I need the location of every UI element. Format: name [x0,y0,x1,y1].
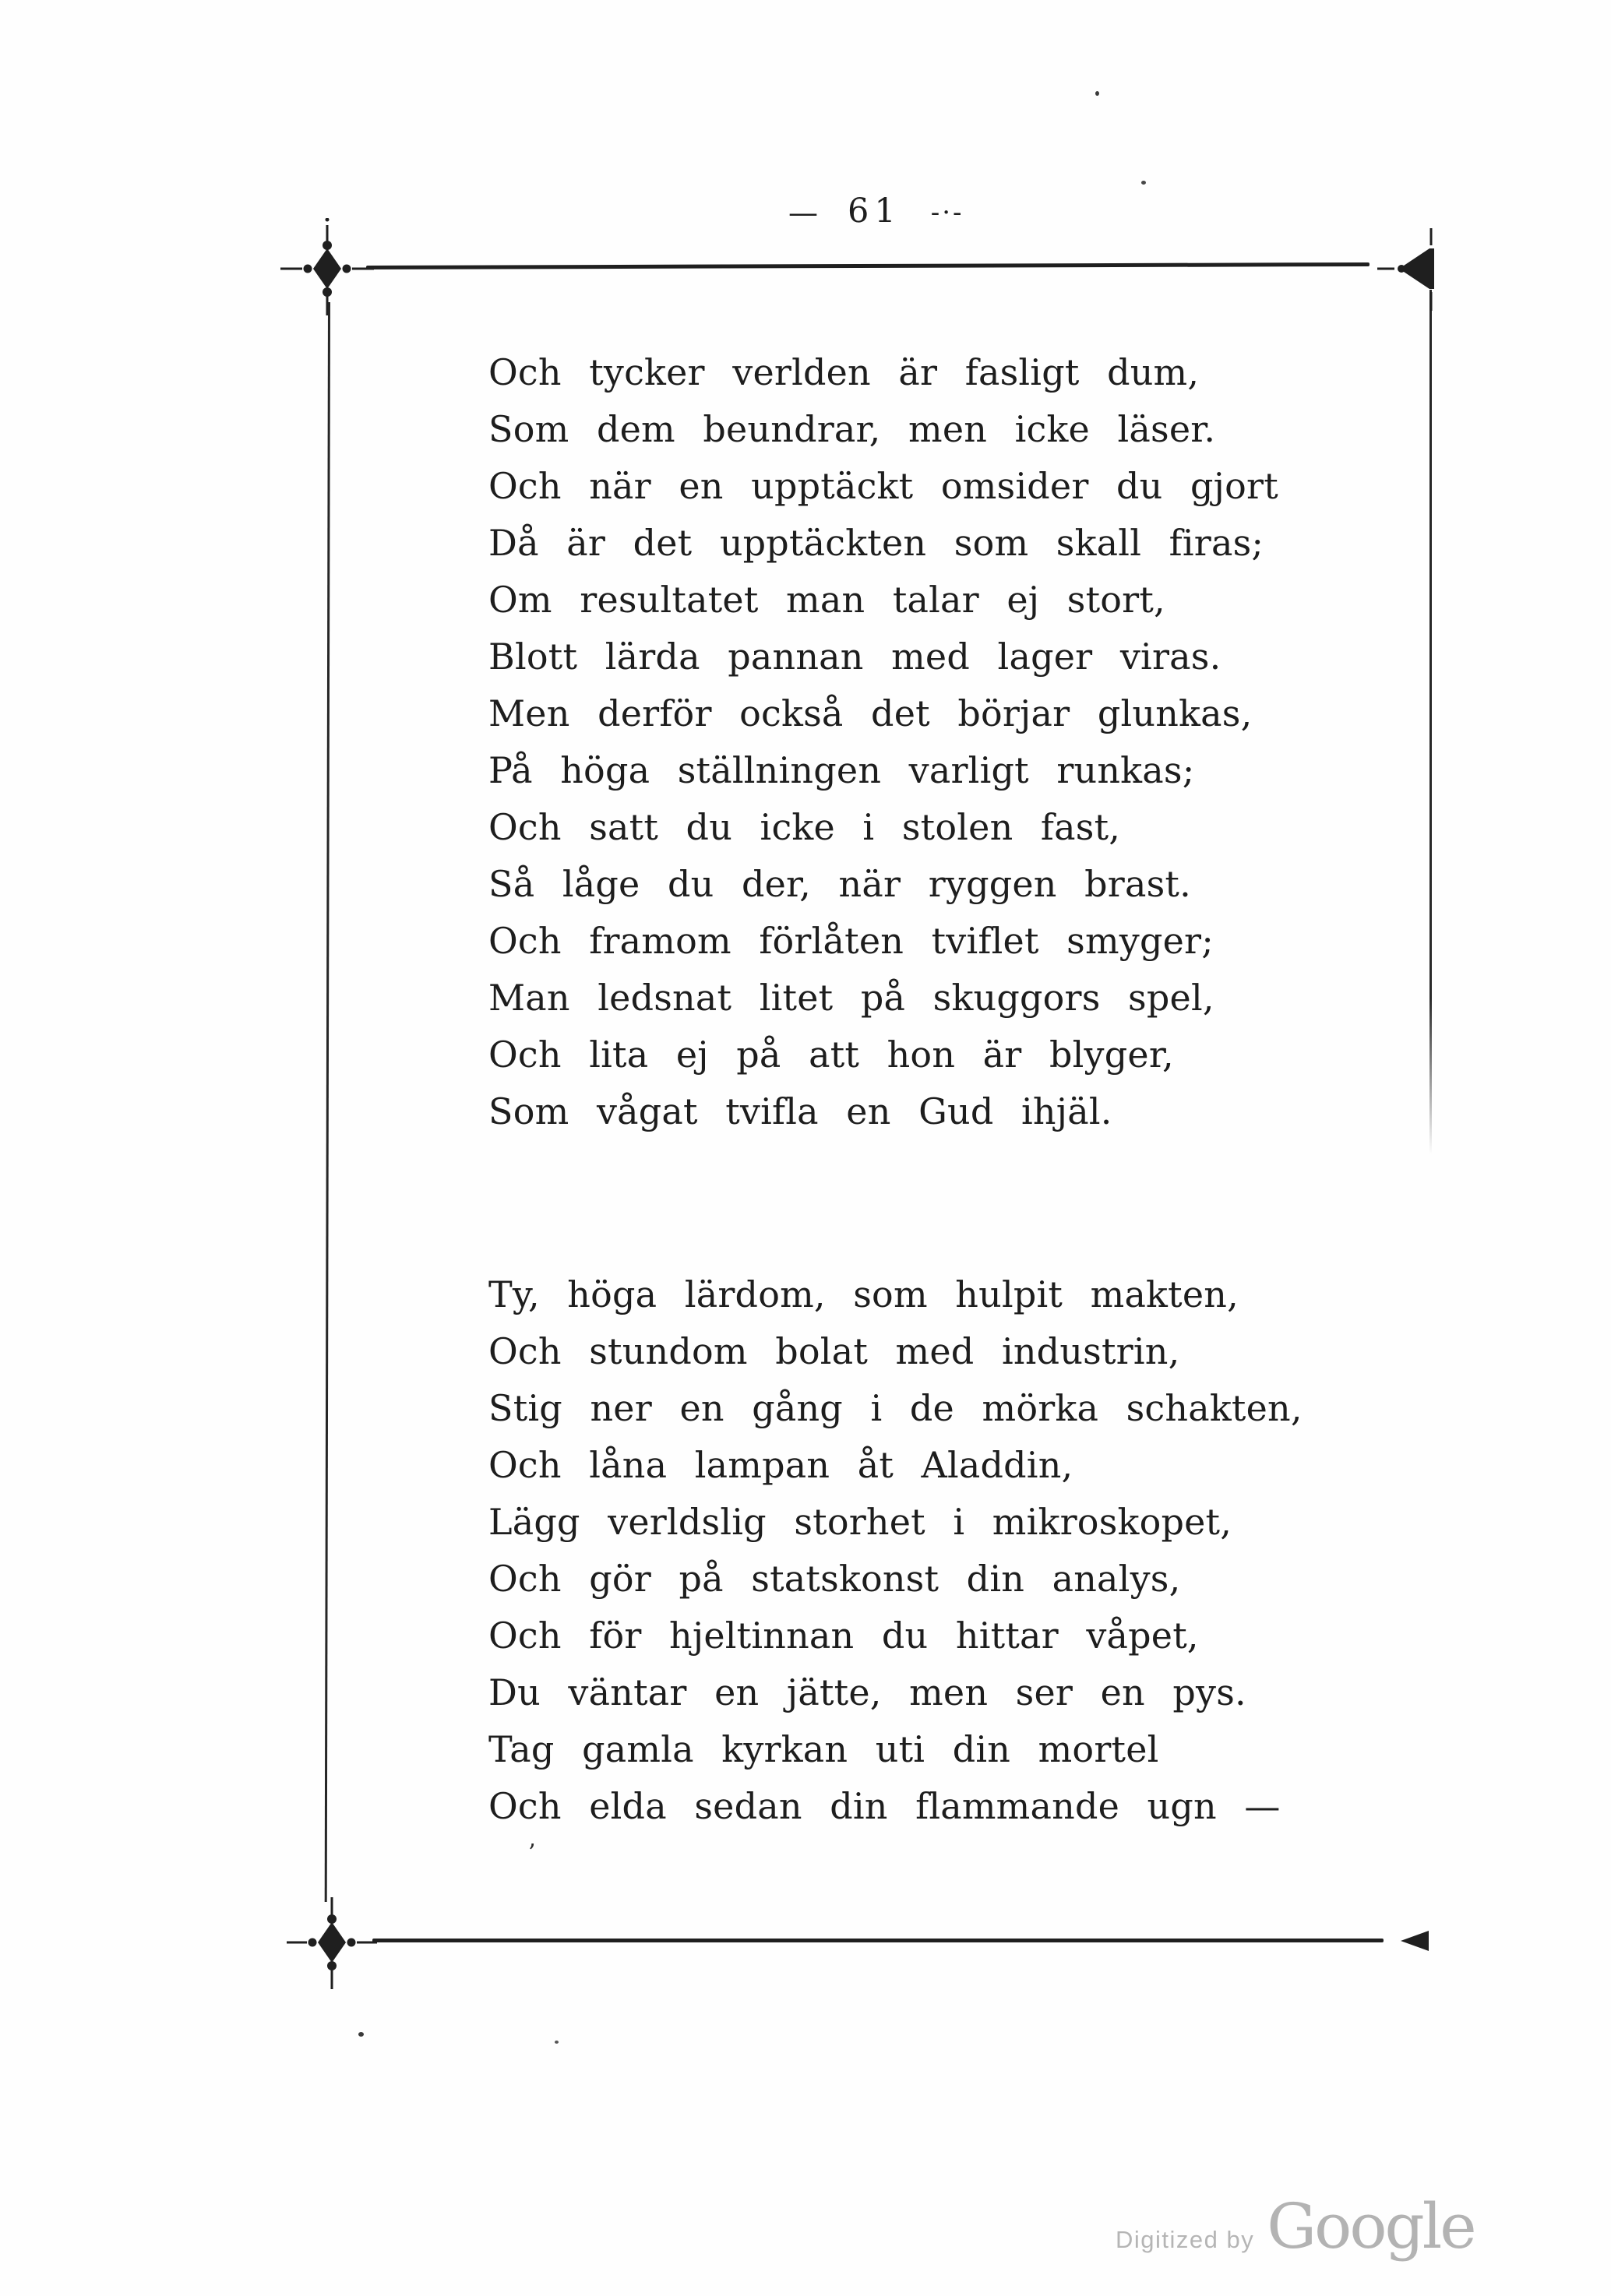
stray-print-mark: ’ [528,1840,536,1867]
frame-left-border [325,302,330,1902]
google-watermark [1116,2190,1475,2263]
frame-bottom-rule [372,1939,1384,1942]
poem-line: Och lita ej på att hon är blyger, [488,1034,1174,1076]
poem-line: Och tycker verlden är fasligt dum, [488,351,1200,393]
poem-line: Och satt du icke i stolen fast, [488,806,1121,848]
page-header [788,193,964,232]
poem-stanza-1 [488,344,1303,1140]
poem-line: Du väntar en jätte, men ser en pys. [488,1671,1246,1713]
poem-line: Men derför också det börjar glunkas, [488,692,1253,734]
corner-arrow-ornament-bottom-right [1394,1921,1449,1960]
poem-line: Blott lärda pannan med lager viras. [488,636,1221,678]
poem [488,344,1303,1835]
digitized-by-label: Digitized by [1116,2226,1255,2253]
poem-line: Om resultatet man talar ej stort, [488,579,1165,621]
scan-speck [1095,91,1099,96]
poem-line: Man ledsnat litet på skuggors spel, [488,977,1214,1019]
poem-line: Och gör på statskonst din analys, [488,1558,1181,1600]
poem-line: Och för hjeltinnan du hittar våpet, [488,1615,1199,1657]
scan-speck [1141,181,1146,185]
frame-right-border [1429,290,1432,1154]
corner-star-ornament-top-left [277,218,378,319]
poem-stanza-2 [488,1266,1303,1835]
frame-top-rule [366,262,1370,269]
poem-line: Och elda sedan din flammande ugn — [488,1785,1281,1827]
corner-star-ornament-bottom-left [281,1892,382,1993]
poem-line: Och när en upptäckt omsider du gjort [488,465,1278,507]
poem-line: Så låge du der, när ryggen brast. [488,863,1191,905]
poem-line: Som vågat tvifla en Gud ihjäl. [488,1090,1112,1132]
poem-line: På höga ställningen varligt runkas; [488,749,1195,791]
poem-line: Då är det upptäckten som skall firas; [488,522,1264,564]
google-logo: Google [1267,2190,1475,2263]
scan-speck [555,2041,559,2044]
poem-line: Och stundom bolat med industrin, [488,1330,1180,1372]
scan-speck [358,2032,364,2037]
poem-line: Lägg verldslig storhet i mikroskopet, [488,1501,1232,1543]
poem-line: Som dem beundrar, men icke läser. [488,408,1216,450]
poem-line: Stig ner en gång i de mörka schakten, [488,1387,1303,1429]
page-number: 61 [848,192,901,231]
poem-line: Och låna lampan åt Aladdin, [488,1444,1073,1486]
page-number-left-dash: — [788,195,818,230]
poem-line: Och framom förlåten tviflet smyger; [488,920,1214,962]
poem-line: Tag gamla kyrkan uti din mortel [488,1728,1159,1770]
page-number-right-dash: -·- [930,197,964,228]
poem-line: Ty, höga lärdom, som hulpit makten, [488,1273,1239,1315]
corner-arrow-ornament-top-right [1373,222,1458,315]
